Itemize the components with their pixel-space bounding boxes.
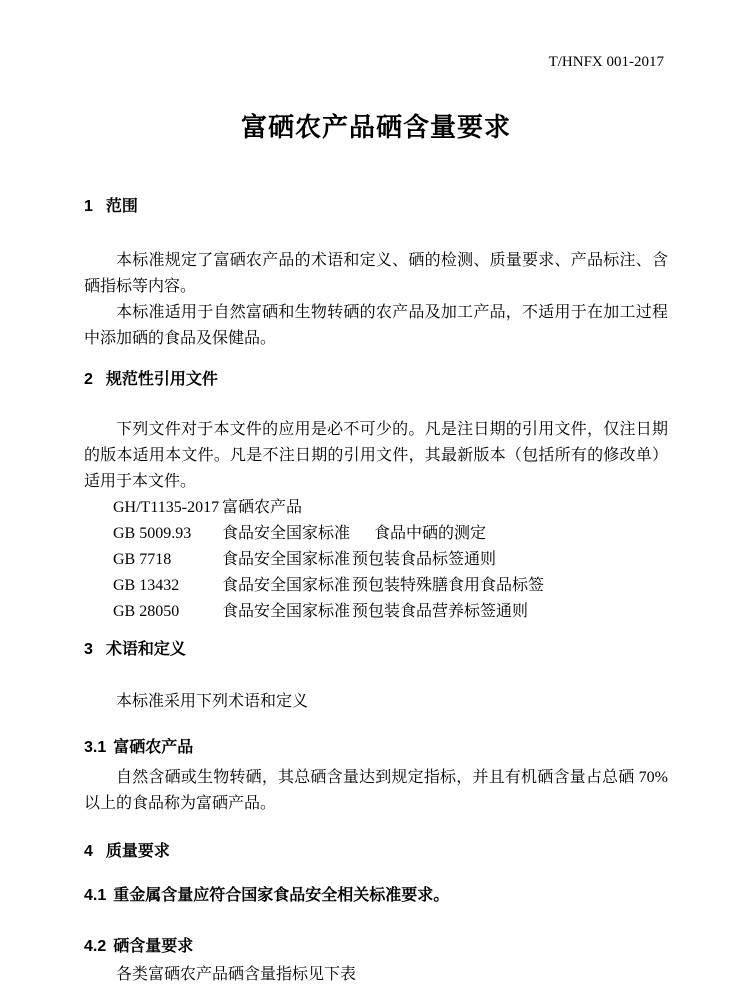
reference-row (84, 547, 668, 573)
reference-code: GB 28050 (113, 603, 180, 620)
reference-title: 食品中硒的测定 (374, 525, 487, 542)
section-4-number: 4 (84, 843, 93, 860)
section-3-paragraph-1: 本标准采用下列术语和定义 (116, 693, 309, 710)
doc-title: 富硒农产品硒含量要求 (240, 112, 511, 142)
reference-title: 预包装食品标签通则 (352, 551, 497, 568)
reference-code: GB 13432 (113, 577, 180, 594)
section-4-2-paragraph-1: 各类富硒农产品硒含量指标见下表 (116, 966, 357, 983)
section-3-1-number: 3.1 (84, 739, 107, 756)
reference-row (84, 573, 668, 599)
section-1-number: 1 (84, 198, 93, 215)
section-4-2-heading (84, 936, 668, 958)
section-2-paragraph-1: 下列文件对于本文件的应用是必不可少的。凡是注日期的引用文件，仅注日期的版本适用本文件。凡是不注日期的引用文件，其最新版本（包括所有的修改单）适用于本文件。 (84, 421, 668, 490)
section-3-1-label: 富硒农产品 (113, 739, 194, 756)
section-3-1-paragraph-1: 自然含硒或生物转硒，其总硒含量达到规定指标，并且有机硒含量占总硒 70%以上的食品称为富硒产品。 (84, 769, 668, 812)
section-3-heading (84, 639, 668, 661)
reference-code: GH/T1135-2017 (113, 499, 220, 516)
normative-reference-list (84, 495, 668, 625)
reference-org: 食品安全国家标准 (222, 603, 351, 620)
reference-title: 富硒农产品 (222, 499, 303, 516)
reference-code: GB 7718 (113, 551, 172, 568)
reference-code: GB 5009.93 (113, 525, 192, 542)
section-4-label: 质量要求 (105, 843, 170, 860)
section-2-heading (84, 369, 668, 391)
section-2-label: 规范性引用文件 (105, 371, 218, 388)
section-4-heading (84, 841, 668, 863)
section-1-label: 范围 (105, 198, 138, 215)
section-3-1-heading (84, 737, 668, 759)
reference-row (84, 495, 668, 521)
section-4-1-label: 重金属含量应符合国家食品安全相关标准要求。 (113, 887, 450, 904)
section-1-paragraph-1: 本标准规定了富硒农产品的术语和定义、硒的检测、质量要求、产品标注、含硒指标等内容。 (84, 252, 668, 295)
reference-title: 预包装食品营养标签通则 (352, 603, 529, 620)
reference-title: 预包装特殊膳食用食品标签 (352, 577, 545, 594)
reference-org: 食品安全国家标准 (222, 525, 351, 542)
section-4-1-number: 4.1 (84, 887, 107, 904)
section-4-2-label: 硒含量要求 (113, 938, 194, 955)
reference-org: 食品安全国家标准 (222, 577, 351, 594)
section-1-heading (84, 196, 668, 218)
reference-row (84, 521, 668, 547)
reference-row (84, 599, 668, 625)
section-3-label: 术语和定义 (105, 641, 186, 658)
section-3-number: 3 (84, 641, 93, 658)
section-4-1-heading (84, 885, 668, 907)
doc-number: T/HNFX 001-2017 (548, 54, 664, 70)
section-2-number: 2 (84, 371, 93, 388)
section-4-2-number: 4.2 (84, 938, 107, 955)
section-1-paragraph-2: 本标准适用于自然富硒和生物转硒的农产品及加工产品，不适用于在加工过程中添加硒的食品及保健品。 (84, 304, 668, 347)
reference-org: 食品安全国家标准 (222, 551, 351, 568)
